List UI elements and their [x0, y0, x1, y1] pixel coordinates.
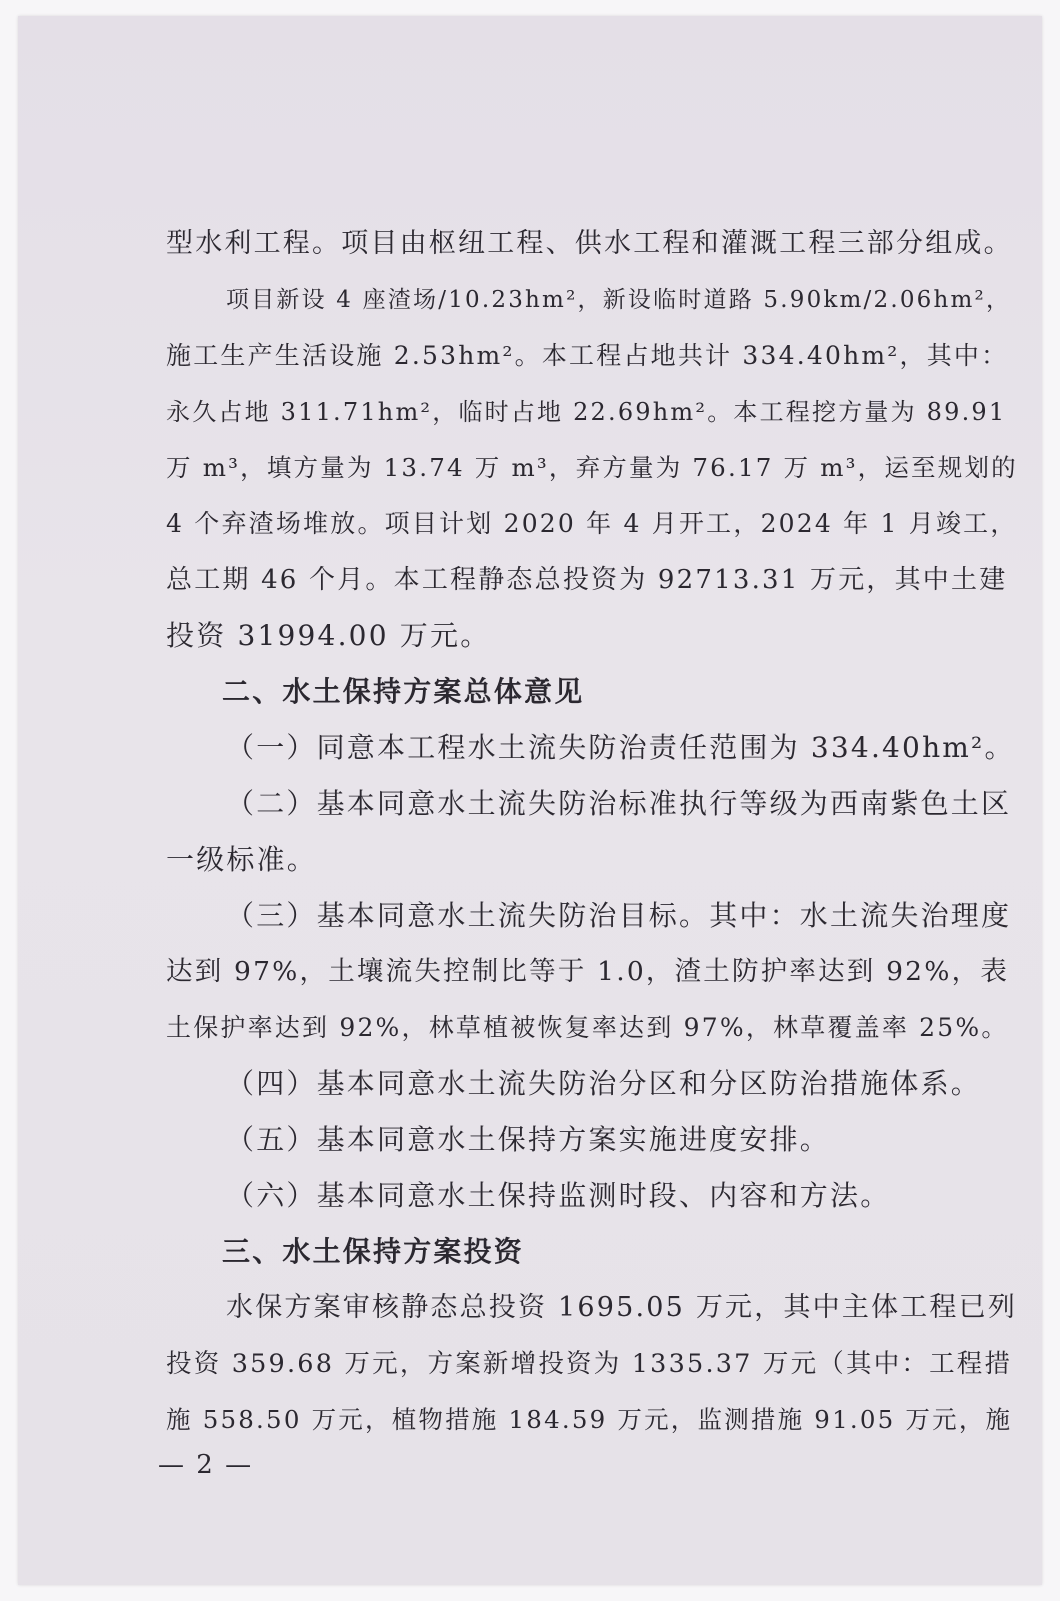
paragraph-line: （五）基本同意水土保持方案实施进度安排。 — [226, 1123, 831, 1156]
paragraph-line: （一）同意本工程水土流失防治责任范围为 334.40hm²。 — [226, 731, 1015, 764]
paragraph-line: 水保方案审核静态总投资 1695.05 万元，其中主体工程已列 — [226, 1292, 1018, 1323]
paragraph-line: 施工生产生活设施 2.53hm²。本工程占地共计 334.40hm²，其中： — [166, 341, 1009, 370]
paragraph-line: （三）基本同意水土流失防治目标。其中：水土流失治理度 — [226, 899, 1012, 932]
section-heading: 二、水土保持方案总体意见 — [222, 675, 585, 708]
paragraph-line: 永久占地 311.71hm²，临时占地 22.69hm²。本工程挖方量为 89.91 — [166, 398, 1007, 426]
paragraph-line: 总工期 46 个月。本工程静态总投资为 92713.31 万元，其中土建 — [166, 565, 1008, 595]
paragraph-line: 项目新设 4 座渣场/10.23hm²，新设临时道路 5.90km/2.06hm²， — [226, 287, 1012, 313]
paragraph-line: 土保护率达到 92%，林草植被恢复率达到 97%，林草覆盖率 25%。 — [166, 1013, 1009, 1042]
paragraph-line: （六）基本同意水土保持监测时段、内容和方法。 — [226, 1179, 891, 1212]
paragraph-line: （二）基本同意水土流失防治标准执行等级为西南紫色土区 — [226, 787, 1012, 820]
paragraph-line: 投资 31994.00 万元。 — [166, 619, 491, 652]
document-body — [166, 216, 1018, 1448]
paragraph-line: 达到 97%，土壤流失控制比等于 1.0，渣土防护率达到 92%，表 — [166, 956, 1010, 987]
paragraph-line: 万 m³，填方量为 13.74 万 m³，弃方量为 76.17 万 m³，运至规划的 — [166, 453, 1018, 482]
paragraph-line: 施 558.50 万元，植物措施 184.59 万元，监测措施 91.05 万元，施 — [166, 1405, 1013, 1434]
paragraph-line: （四）基本同意水土流失防治分区和分区防治措施体系。 — [226, 1067, 982, 1100]
document-page — [18, 16, 1042, 1585]
paragraph-line: 一级标准。 — [166, 843, 318, 876]
section-heading: 三、水土保持方案投资 — [222, 1235, 525, 1268]
paragraph-line: 4 个弃渣场堆放。项目计划 2020 年 4 月开工，2024 年 1 月竣工， — [166, 509, 1018, 538]
paragraph-line: 型水利工程。项目由枢纽工程、供水工程和灌溉工程三部分组成。 — [166, 228, 1013, 259]
page-number: — 2 — — [158, 1450, 254, 1480]
paragraph-line: 投资 359.68 万元，方案新增投资为 1335.37 万元（其中：工程措 — [166, 1349, 1013, 1379]
